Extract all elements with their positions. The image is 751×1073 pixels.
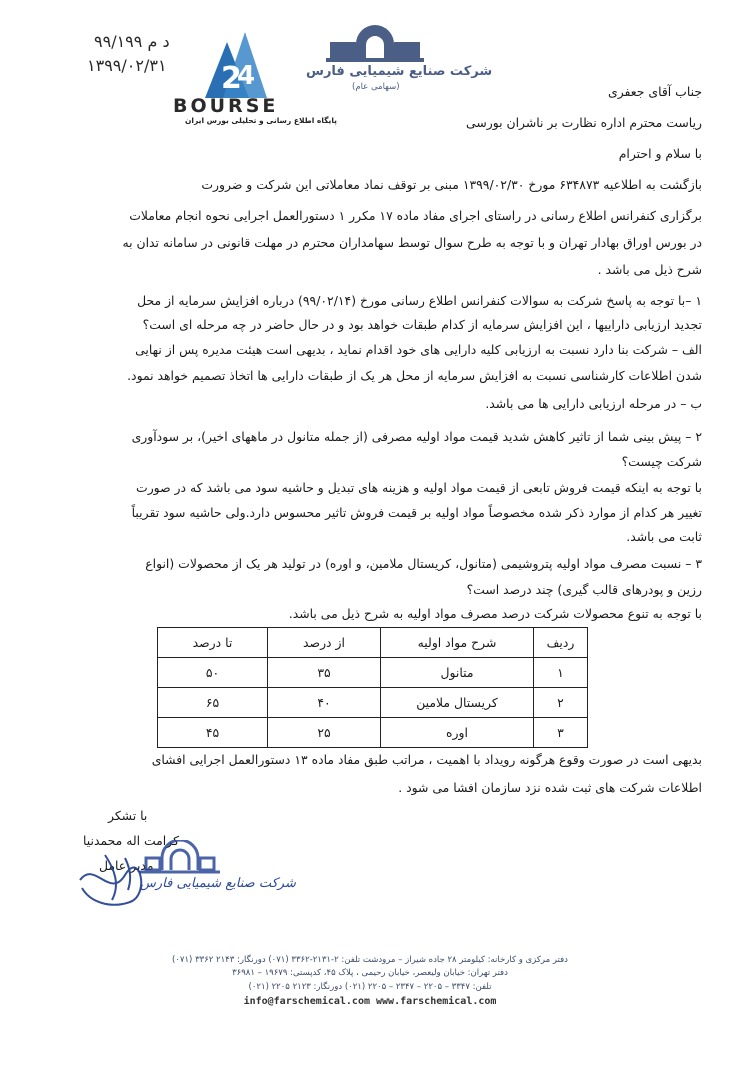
letter-date: ۱۳۹۹/۰۲/۳۱ bbox=[87, 56, 167, 75]
footer-address-main: دفتر مرکزی و کارخانه: کیلومتر ۲۸ جاده شیراز – مرودشت تلفن: ۲-۲۱۳۱-۳۳۶۲ (۰۷۱) دورنگار: ۲۱۴۳ ۳۳۶۲ (۰۷۱) bbox=[172, 955, 568, 965]
materials-table bbox=[157, 627, 588, 748]
svg-text:4: 4 bbox=[237, 61, 256, 91]
company-name: شرکت صنایع شیمیایی فارس bbox=[306, 64, 493, 79]
to-percent-cell: ۵۰ bbox=[158, 658, 268, 688]
from-percent-cell: ۳۵ bbox=[268, 658, 381, 688]
q1-line: تجدید ارزیابی داراییها ، این افزایش سرمایه از کدام طبقات خواهد بود و در حال حاضر در چه مرحله ای است؟ bbox=[142, 317, 702, 332]
intro-line: برگزاری کنفرانس اطلاع رسانی در راستای اجرای مفاد ماده ۱۷ مکرر ۱ دستورالعمل اجرایی نحوه انجام معاملات bbox=[129, 208, 702, 223]
company-type: (سهامی عام) bbox=[352, 82, 400, 92]
stamp-emblem-icon bbox=[70, 840, 260, 910]
col-material-header: شرح مواد اولیه bbox=[381, 628, 534, 658]
table-header-row bbox=[158, 628, 588, 658]
signer-name: کرامت اله محمدنیا bbox=[83, 833, 179, 848]
bourse-logo-text: BOURSE bbox=[173, 95, 279, 117]
bourse-logo-subtitle: پایگاه اطلاع رسانی و تحلیلی بورس ایران bbox=[185, 116, 337, 125]
table-row bbox=[158, 718, 588, 748]
company-stamp bbox=[70, 840, 296, 910]
reference-number: د م ۹۹/۱۹۹ bbox=[94, 32, 170, 51]
stamp-company-text: شرکت صنایع شیمیایی فارس bbox=[140, 876, 296, 891]
to-percent-cell: ۶۵ bbox=[158, 688, 268, 718]
q2-line: تغییر هر کدام از موارد ذکر شده مخصوصاً مواد اولیه بر قیمت فروش تاثیر محسوس دارد.ولی حاشیه سود تقریباً bbox=[131, 505, 702, 520]
recipient-title: ریاست محترم اداره نظارت بر ناشران بورسی bbox=[466, 115, 702, 130]
footer-links: info@farschemical.com www.farschemical.com bbox=[243, 996, 497, 1007]
col-row-number-header: ردیف bbox=[534, 628, 588, 658]
q1-line: الف – شرکت بنا دارد نسبت به ارزیابی کلیه دارایی های خود اقدام نماید ، بدیهی است هیئت مدیره پس از نهایی bbox=[135, 342, 702, 357]
col-from-percent-header: از درصد bbox=[268, 628, 381, 658]
to-percent-cell: ۴۵ bbox=[158, 718, 268, 748]
material-cell: متانول bbox=[381, 658, 534, 688]
from-percent-cell: ۲۵ bbox=[268, 718, 381, 748]
table-row bbox=[158, 658, 588, 688]
footer-address-tehran: دفتر تهران: خیابان ولیعصر، خیابان رحیمی ، پلاک ۴۵، کدپستی: ۱۹۶۷۹ – ۳۶۹۸۱ bbox=[232, 968, 508, 978]
q1-line: شدن اطلاعات کارشناسی نسبت به افزایش سرمایه از محل هر یک از طبقات دارایی ها اتخاذ تصمیم خواهد نمود. bbox=[127, 368, 702, 383]
row-number-cell: ۲ bbox=[534, 688, 588, 718]
svg-text:2: 2 bbox=[221, 61, 242, 96]
q2-line: شرکت چیست؟ bbox=[621, 454, 702, 469]
material-cell: کریستال ملامین bbox=[381, 688, 534, 718]
closing-line: اطلاعات شرکت های ثبت شده نزد سازمان افشا می شود . bbox=[398, 780, 702, 795]
intro-line: بازگشت به اطلاعیه ۶۳۴۸۷۳ مورخ ۱۳۹۹/۰۲/۳۰ مبنی بر توقف نماد معاملاتی این شرکت و ضرورت bbox=[201, 177, 702, 192]
q3-line: ۳ – نسبت مصرف مواد اولیه پتروشیمی (متانول، کریستال ملامین، و اوره) در تولید هر یک از محصولات (انواع bbox=[145, 556, 702, 571]
col-to-percent-header: تا درصد bbox=[158, 628, 268, 658]
company-emblem-icon bbox=[300, 20, 450, 64]
thanks-text: با تشکر bbox=[108, 808, 148, 823]
bourse-logo bbox=[165, 28, 337, 128]
q3-line: رزین و پودرهای قالب گیری) چند درصد است؟ bbox=[466, 582, 702, 597]
q2-line: ۲ – پیش بینی شما از تاثیر کاهش شدید قیمت مواد اولیه مصرفی (از جمله متانول در ماههای اخیر)، بر سودآوری bbox=[131, 429, 702, 444]
q1-line: ب – در مرحله ارزیابی دارایی ها می باشد. bbox=[485, 396, 702, 411]
recipient-name: جناب آقای جعفری bbox=[608, 84, 702, 99]
q3-line: با توجه به تنوع محصولات شرکت درصد مصرف مواد اولیه به شرح ذیل می باشد. bbox=[288, 606, 702, 621]
footer-phone: تلفن: ۳۳۴۷ – ۲۲۰۵ – ۲۳۴۷ – ۲۲۰۵ (۰۲۱) دورنگار: ۲۱۲۳ ۲۲۰۵ (۰۲۱) bbox=[248, 982, 492, 992]
q2-line: ثابت می باشد. bbox=[626, 529, 702, 544]
material-cell: اوره bbox=[381, 718, 534, 748]
row-number-cell: ۳ bbox=[534, 718, 588, 748]
closing-line: بدیهی است در صورت وقوع هرگونه رویداد با اهمیت ، مراتب طبق مفاد ماده ۱۳ دستورالعمل اجرایی افشای bbox=[151, 752, 702, 767]
intro-line: در بورس اوراق بهادار تهران و با توجه به طرح سوال توسط سهامداران محترم در مهلت قانونی در سامانه تدان به bbox=[122, 235, 702, 250]
intro-line: شرح ذیل می باشد . bbox=[597, 262, 702, 277]
table-row bbox=[158, 688, 588, 718]
greeting: با سلام و احترام bbox=[618, 146, 702, 161]
row-number-cell: ۱ bbox=[534, 658, 588, 688]
signer-title: مدیر عامل bbox=[99, 858, 154, 873]
q1-line: ۱ –با توجه به پاسخ شرکت به سوالات کنفرانس اطلاع رسانی مورخ (۹۹/۰۲/۱۴) درباره افزایش سرمایه از محل bbox=[137, 293, 702, 308]
from-percent-cell: ۴۰ bbox=[268, 688, 381, 718]
q2-line: با توجه به اینکه قیمت فروش تابعی از قیمت مواد اولیه و هزینه های تبدیل و حاشیه سود می باشد که در صورت bbox=[136, 480, 702, 495]
